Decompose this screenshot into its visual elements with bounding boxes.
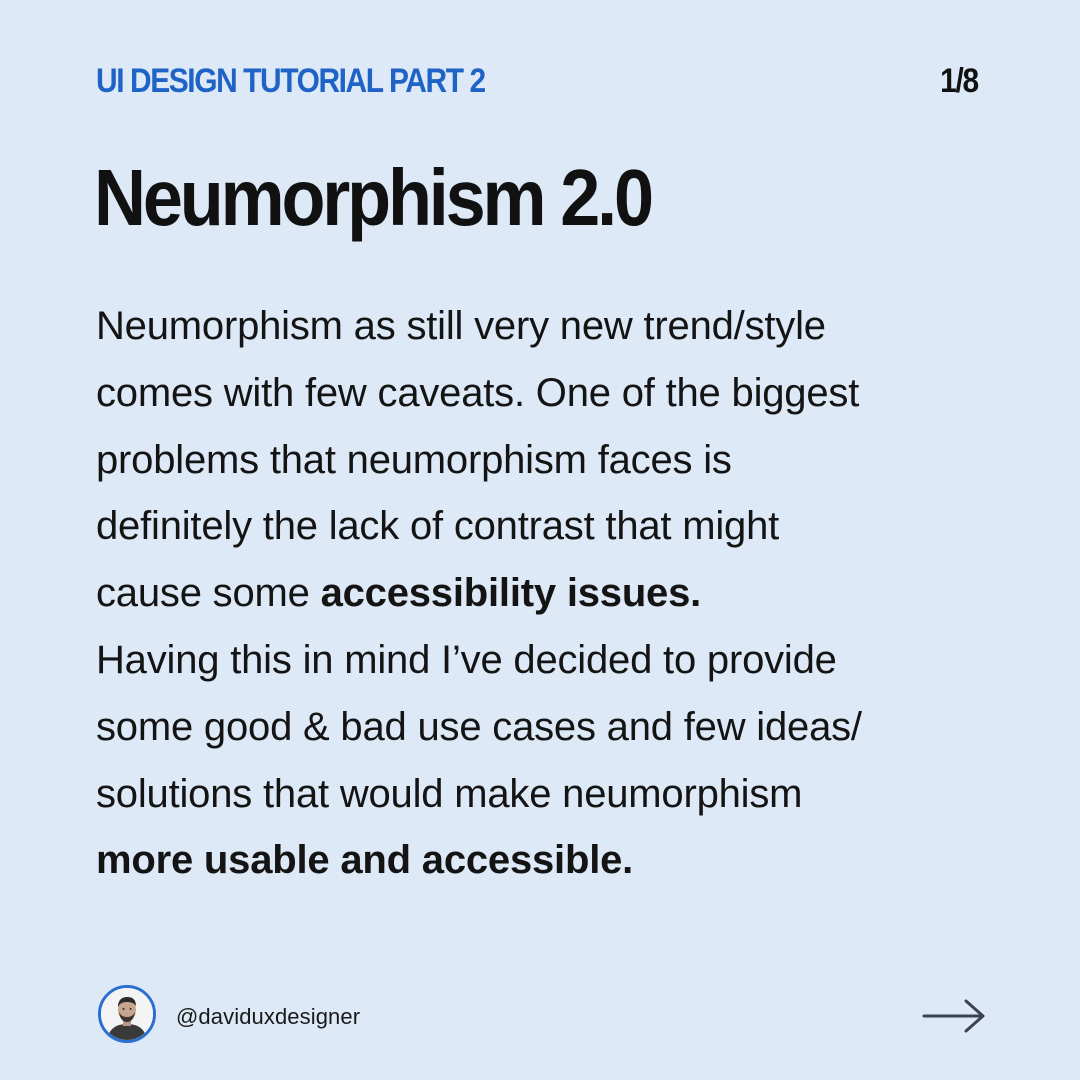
body-line bbox=[96, 293, 996, 360]
body-segment: definitely the lack of contrast that might bbox=[96, 504, 780, 549]
body-line bbox=[96, 694, 996, 761]
avatar[interactable] bbox=[98, 985, 156, 1043]
series-label: UI DESIGN TUTORIAL PART 2 bbox=[96, 62, 485, 100]
body-line bbox=[96, 761, 996, 828]
body-emphasis: more usable and accessible. bbox=[96, 838, 634, 883]
body-segment: comes with few caveats. One of the biggest bbox=[96, 370, 860, 415]
arrow-right-icon[interactable] bbox=[922, 996, 988, 1036]
body-line bbox=[96, 360, 996, 427]
body-segment: Neumorphism as still very new trend/style bbox=[96, 304, 826, 348]
body-segment: cause some bbox=[96, 571, 321, 616]
body-text bbox=[96, 293, 996, 894]
profile-photo-icon bbox=[101, 988, 153, 1040]
body-line bbox=[96, 627, 996, 694]
body-line bbox=[96, 427, 996, 494]
page-indicator: 1/8 bbox=[940, 62, 978, 100]
body-segment: problems that neumorphism faces is bbox=[96, 437, 732, 482]
body-line bbox=[96, 827, 996, 894]
body-line bbox=[96, 493, 996, 560]
body-segment: solutions that would make neumorphism bbox=[96, 771, 803, 816]
body-line bbox=[96, 560, 996, 627]
body-segment: Having this in mind I’ve decided to provide bbox=[96, 637, 837, 682]
author-handle[interactable]: @daviduxdesigner bbox=[176, 1004, 361, 1029]
body-segment: some good & bad use cases and few ideas/ bbox=[96, 704, 862, 749]
body-emphasis: accessibility issues. bbox=[320, 571, 702, 616]
slide-title: Neumorphism 2.0 bbox=[94, 153, 651, 242]
